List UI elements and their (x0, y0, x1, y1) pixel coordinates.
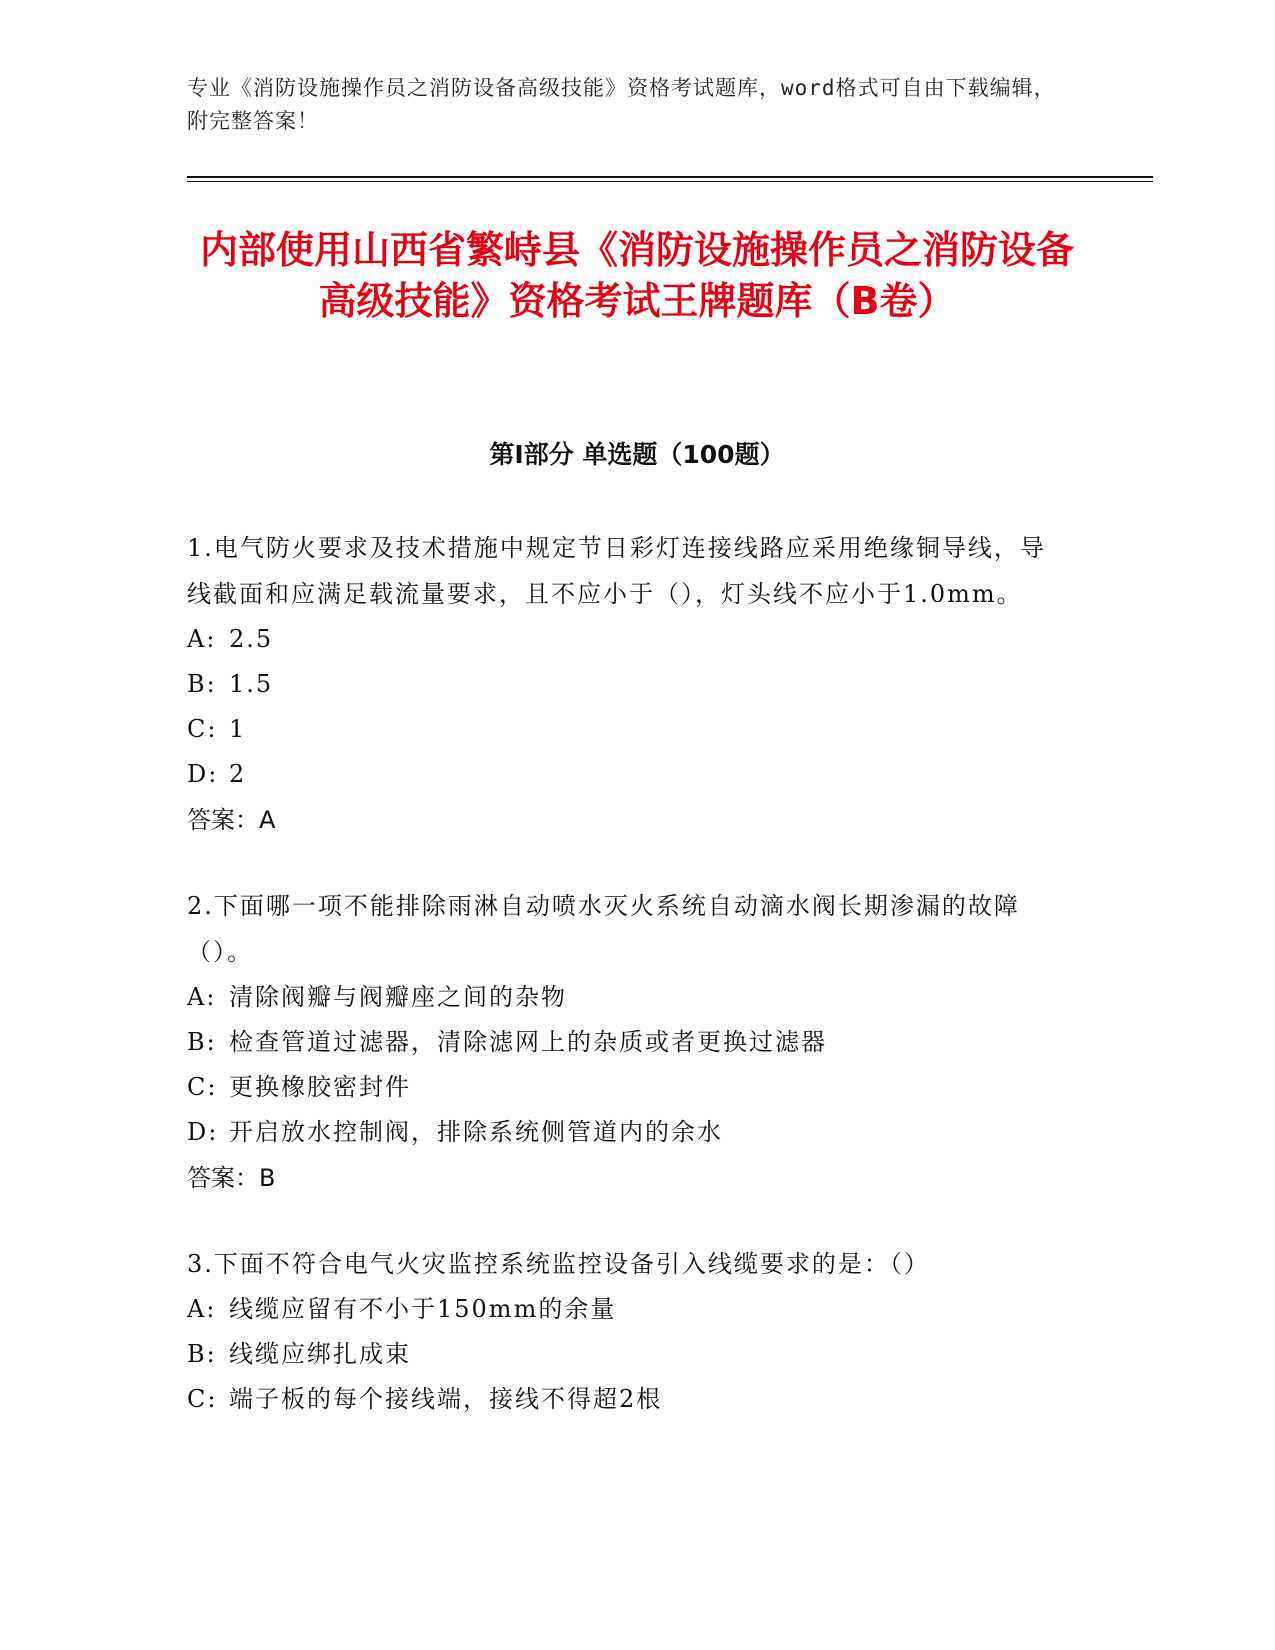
option-c (187, 1377, 1067, 1422)
option-text: 1.5 (229, 670, 274, 698)
option-letter: D: (187, 1118, 219, 1146)
option-text: 1 (229, 715, 247, 743)
option-text: 2.5 (229, 625, 274, 653)
option-a (187, 1287, 1067, 1332)
option-b (187, 1332, 1067, 1377)
question-3 (187, 1241, 1067, 1422)
option-letter: D: (187, 760, 219, 788)
option-text: 线缆应绑扎成束 (229, 1340, 411, 1368)
header-note: 专业《消防设施操作员之消防设备高级技能》资格考试题库，word格式可自由下载编辑，附完整答案！ (187, 76, 1056, 133)
header-divider-thin (187, 181, 1153, 182)
option-letter: A: (187, 983, 217, 1011)
option-text: 更换橡胶密封件 (229, 1073, 411, 1101)
option-text: 检查管道过滤器，清除滤网上的杂质或者更换过滤器 (229, 1028, 827, 1056)
option-letter: C: (187, 715, 218, 743)
option-c (187, 707, 1067, 752)
option-a (187, 975, 1067, 1020)
option-letter: C: (187, 1385, 218, 1413)
option-letter: A: (187, 1295, 217, 1323)
option-c (187, 1065, 1067, 1110)
answer-label: 答案：B (187, 1164, 276, 1192)
option-d (187, 752, 1067, 797)
option-b (187, 662, 1067, 707)
option-text: 开启放水控制阀，排除系统侧管道内的余水 (229, 1118, 723, 1146)
option-text: 线缆应留有不小于150mm的余量 (229, 1295, 617, 1323)
section-heading: 第Ⅰ部分 单选题（100题） (489, 440, 785, 469)
question-stem: 3.下面不符合电气火灾监控系统监控设备引入线缆要求的是：（） (187, 1250, 930, 1278)
option-letter: C: (187, 1073, 218, 1101)
option-d (187, 1110, 1067, 1155)
header-divider-thick (187, 176, 1153, 178)
option-letter: B: (187, 670, 217, 698)
option-text: 清除阀瓣与阀瓣座之间的杂物 (229, 983, 567, 1011)
option-b (187, 1020, 1067, 1065)
question-stem: 2.下面哪一项不能排除雨淋自动喷水灭火系统自动滴水阀长期渗漏的故障（）。 (187, 892, 1020, 966)
question-1 (187, 525, 1067, 843)
option-letter: B: (187, 1028, 217, 1056)
document-title: 内部使用山西省繁峙县《消防设施操作员之消防设备高级技能》资格考试王牌题库（B卷） (199, 228, 1074, 323)
option-letter: B: (187, 1340, 217, 1368)
answer-label: 答案：A (187, 806, 276, 834)
question-stem: 1.电气防火要求及技术措施中规定节日彩灯连接线路应采用绝缘铜导线，导线截面和应满足载流量要求，且不应小于（），灯头线不应小于1.0mm。 (187, 534, 1046, 608)
option-a (187, 617, 1067, 662)
question-list (187, 525, 1067, 1462)
option-letter: A: (187, 625, 217, 653)
option-text: 端子板的每个接线端，接线不得超2根 (229, 1385, 663, 1413)
question-2 (187, 883, 1067, 1201)
option-text: 2 (229, 760, 247, 788)
